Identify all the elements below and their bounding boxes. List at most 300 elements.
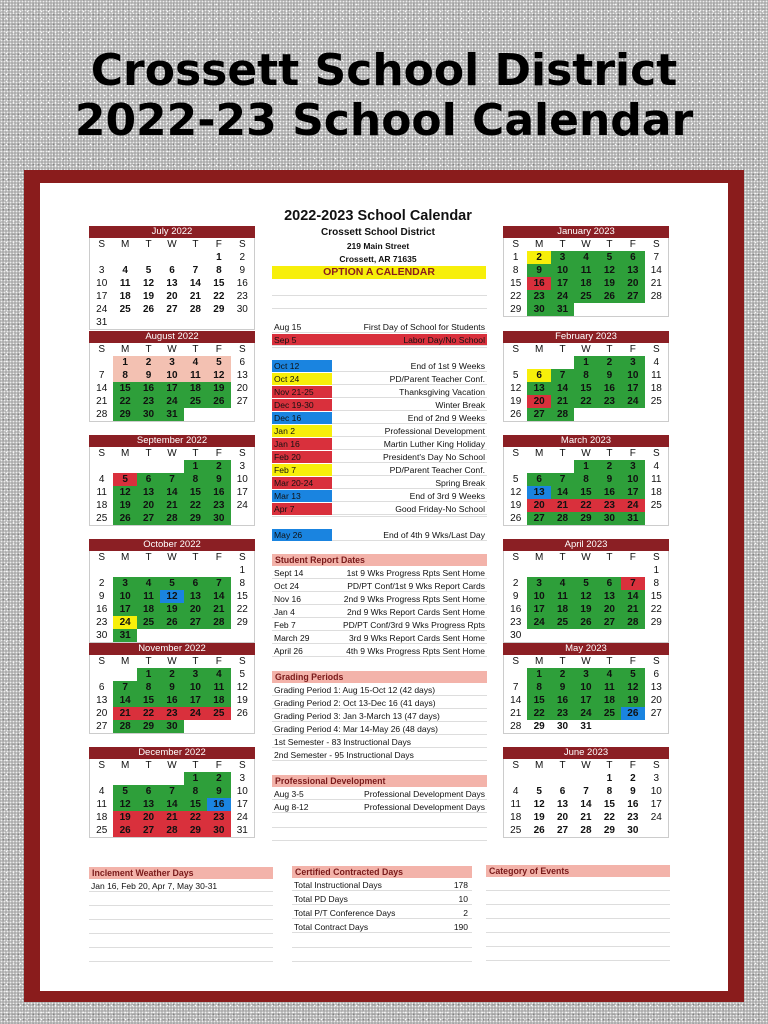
day-cell: 22: [113, 395, 136, 408]
day-cell: 12: [533, 799, 545, 810]
event-text: President's Day No School: [383, 452, 485, 462]
day-cell: 29: [603, 825, 615, 836]
month-title: June 2023: [503, 747, 669, 759]
page-title-line2: 2022-23 School Calendar: [74, 95, 694, 146]
day-cell: [645, 408, 668, 421]
day-cell: 3: [574, 668, 597, 681]
day-cell: 22: [510, 291, 522, 302]
day-cell: 12: [621, 681, 644, 694]
day-cell: [504, 564, 527, 577]
day-cell: 16: [137, 382, 160, 395]
month-grid: [89, 551, 255, 643]
day-cell: 20: [166, 291, 178, 302]
day-cell: 26: [510, 409, 522, 420]
weekday-label: M: [120, 344, 130, 355]
day-cell: 3: [98, 265, 105, 276]
day-cell: 23: [160, 707, 183, 720]
weekday-label: S: [238, 344, 246, 355]
day-cell: 30: [510, 630, 522, 641]
event-date: Aug 15: [274, 322, 302, 332]
day-cell: 15: [184, 486, 207, 499]
event-text: First Day of School for Students: [363, 322, 485, 332]
day-cell: 16: [551, 694, 574, 707]
day-cell: 18: [119, 291, 131, 302]
weekday-label: S: [98, 448, 106, 459]
event-row: [272, 529, 487, 541]
month-october-2022: [89, 539, 255, 643]
weekday-label: S: [512, 656, 520, 667]
day-cell: 23: [510, 617, 522, 628]
day-cell: 10: [96, 278, 108, 289]
weather-row: [89, 880, 273, 892]
day-cell: 18: [574, 277, 597, 290]
day-cell: [184, 720, 207, 733]
month-title: August 2022: [89, 331, 255, 343]
day-cell: [504, 772, 527, 785]
day-cell: 26: [598, 290, 621, 303]
day-cell: [90, 772, 113, 785]
weekday-label: W: [167, 344, 177, 355]
day-cell: [113, 460, 136, 473]
day-cell: 19: [113, 811, 136, 824]
weekday-label: T: [192, 552, 199, 563]
day-cell: [621, 408, 644, 421]
event-text: Thanksgiving Vacation: [399, 387, 485, 397]
district-street: 219 Main Street: [346, 241, 410, 251]
day-cell: 3: [621, 460, 644, 473]
day-cell: 9: [137, 369, 160, 382]
day-cell: 12: [236, 682, 248, 693]
day-cell: 30: [207, 824, 230, 837]
day-cell: 8: [137, 681, 160, 694]
day-cell: [598, 564, 621, 577]
day-cell: 20: [621, 277, 644, 290]
day-cell: 14: [650, 265, 662, 276]
day-cell: 30: [207, 512, 230, 525]
day-cell: 14: [207, 590, 230, 603]
day-cell: 10: [551, 264, 574, 277]
day-cell: 2: [137, 356, 160, 369]
month-title: September 2022: [89, 435, 255, 447]
grading-row: [272, 749, 487, 761]
day-cell: 11: [119, 278, 131, 289]
day-cell: 6: [137, 473, 160, 486]
day-cell: 6: [598, 577, 621, 590]
day-cell: 19: [143, 291, 155, 302]
day-cell: 15: [527, 694, 550, 707]
weekday-label: S: [512, 239, 520, 250]
day-cell: 29: [184, 512, 207, 525]
weekday-label: W: [167, 760, 177, 771]
weekday-label: S: [98, 344, 106, 355]
day-cell: 3: [653, 773, 660, 784]
day-cell: 11: [207, 681, 230, 694]
day-cell: 15: [113, 382, 136, 395]
day-cell: 9: [551, 681, 574, 694]
day-cell: 10: [621, 473, 644, 486]
event-row: [272, 503, 487, 515]
day-cell: [137, 772, 160, 785]
day-cell: 30: [137, 408, 160, 421]
report-row: [272, 580, 487, 592]
weekday-label: T: [559, 239, 566, 250]
day-cell: 7: [160, 473, 183, 486]
weekday-label: W: [167, 448, 177, 459]
day-cell: 27: [137, 824, 160, 837]
month-grid: [503, 759, 669, 838]
day-cell: 24: [650, 812, 662, 823]
day-cell: [137, 316, 160, 329]
report-text: 2nd 9 Wks Progress Rpts Sent Home: [343, 594, 485, 604]
day-cell: 13: [621, 264, 644, 277]
day-cell: 23: [598, 395, 621, 408]
day-cell: 12: [143, 278, 155, 289]
day-cell: 16: [160, 694, 183, 707]
day-cell: 5: [536, 786, 542, 797]
day-cell: 14: [189, 278, 201, 289]
day-cell: 23: [551, 707, 574, 720]
weekday-label: S: [512, 552, 520, 563]
weekday-label: S: [652, 656, 660, 667]
day-cell: [574, 772, 597, 785]
grading-row: [272, 710, 487, 722]
pd-date: Aug 3-5: [274, 789, 304, 799]
day-cell: 16: [207, 798, 230, 811]
weekday-label: F: [629, 760, 636, 771]
day-cell: [160, 460, 183, 473]
weekday-label: T: [192, 239, 199, 250]
day-cell: 17: [184, 694, 207, 707]
day-cell: 13: [137, 798, 160, 811]
weekday-label: T: [559, 344, 566, 355]
category-header: Category of Events: [486, 865, 670, 877]
day-cell: [90, 668, 113, 681]
weekday-label: W: [167, 552, 177, 563]
weekday-label: T: [145, 448, 152, 459]
day-cell: 2: [551, 668, 574, 681]
day-cell: [137, 629, 160, 642]
weekday-label: M: [534, 239, 544, 250]
day-cell: [207, 408, 230, 421]
day-cell: 13: [557, 799, 569, 810]
month-grid: [89, 759, 255, 838]
day-cell: 12: [510, 383, 522, 394]
day-cell: 22: [184, 499, 207, 512]
event-text: Good Friday-No School: [395, 504, 485, 514]
day-cell: 28: [160, 512, 183, 525]
day-cell: 31: [160, 408, 183, 421]
day-cell: [551, 460, 574, 473]
month-grid: [503, 238, 669, 317]
day-cell: 10: [236, 474, 248, 485]
contract-label: Total Contract Days: [294, 922, 369, 932]
day-cell: 12: [160, 590, 183, 603]
day-cell: 14: [551, 382, 574, 395]
day-cell: 8: [184, 473, 207, 486]
month-title: July 2022: [89, 226, 255, 238]
day-cell: 4: [184, 356, 207, 369]
report-text: 4th 9 Wks Progress Rpts Sent Home: [346, 646, 485, 656]
weekday-label: M: [534, 656, 544, 667]
day-cell: 15: [510, 278, 522, 289]
weekday-label: S: [238, 552, 246, 563]
weekday-label: T: [559, 760, 566, 771]
day-cell: 22: [213, 291, 225, 302]
blank-line: [292, 961, 472, 962]
event-date: Sep 5: [274, 335, 297, 345]
grading-row: [272, 697, 487, 709]
weekday-label: T: [606, 239, 613, 250]
report-date: March 29: [274, 633, 310, 643]
weekday-label: M: [120, 656, 130, 667]
weekday-label: F: [629, 239, 636, 250]
day-cell: 30: [527, 303, 550, 316]
day-cell: 22: [650, 604, 662, 615]
day-cell: 11: [598, 681, 621, 694]
day-cell: 4: [653, 461, 660, 472]
day-cell: 29: [236, 617, 248, 628]
event-text: Spring Break: [435, 478, 485, 488]
day-cell: 30: [160, 720, 183, 733]
day-cell: 5: [160, 577, 183, 590]
event-row: [272, 386, 487, 398]
day-cell: 28: [650, 291, 662, 302]
day-cell: 6: [621, 251, 644, 264]
day-cell: 26: [533, 825, 545, 836]
day-cell: 4: [512, 786, 519, 797]
blank-line: [272, 295, 487, 296]
day-cell: 2: [207, 460, 230, 473]
weekday-label: S: [238, 448, 246, 459]
day-cell: 28: [189, 304, 201, 315]
event-row: [272, 360, 487, 372]
day-cell: 9: [598, 369, 621, 382]
day-cell: [113, 316, 136, 329]
day-cell: 19: [510, 396, 522, 407]
day-cell: 18: [96, 500, 108, 511]
event-row: [272, 412, 487, 424]
event-date: Nov 21-25: [272, 386, 332, 398]
day-cell: 22: [184, 811, 207, 824]
day-cell: 3: [160, 356, 183, 369]
day-cell: 16: [207, 486, 230, 499]
day-cell: 23: [236, 291, 248, 302]
day-cell: [598, 408, 621, 421]
weekday-label: W: [581, 760, 591, 771]
weekday-label: W: [167, 656, 177, 667]
month-title: January 2023: [503, 226, 669, 238]
day-cell: 18: [184, 382, 207, 395]
day-cell: 27: [557, 825, 569, 836]
day-cell: 1: [527, 668, 550, 681]
day-cell: [207, 316, 230, 329]
day-cell: 18: [551, 603, 574, 616]
day-cell: 18: [510, 812, 522, 823]
day-cell: 28: [551, 408, 574, 421]
day-cell: 14: [160, 486, 183, 499]
day-cell: 17: [96, 291, 108, 302]
weekday-label: T: [606, 656, 613, 667]
month-title: May 2023: [503, 643, 669, 655]
day-cell: [551, 772, 574, 785]
day-cell: 25: [137, 616, 160, 629]
day-cell: [113, 564, 136, 577]
day-cell: 17: [236, 487, 248, 498]
day-cell: 27: [96, 721, 108, 732]
calendar-title: 2022-2023 School Calendar: [284, 208, 472, 224]
event-text: End of 1st 9 Weeks: [410, 361, 485, 371]
day-cell: 4: [137, 577, 160, 590]
day-cell: 1: [216, 252, 222, 263]
day-cell: 19: [236, 695, 248, 706]
day-cell: [598, 720, 621, 733]
event-date: Oct 12: [272, 360, 332, 372]
day-cell: 10: [650, 786, 662, 797]
weekday-label: S: [98, 656, 106, 667]
day-cell: 8: [527, 681, 550, 694]
day-cell: 15: [137, 694, 160, 707]
event-text: PD/Parent Teacher Conf.: [389, 465, 485, 475]
day-cell: 16: [598, 382, 621, 395]
month-august-2022: [89, 331, 255, 422]
day-cell: [160, 629, 183, 642]
day-cell: 20: [527, 499, 550, 512]
day-cell: 23: [137, 395, 160, 408]
month-march-2023: [503, 435, 669, 526]
event-date: Jan 16: [272, 438, 332, 450]
day-cell: 5: [145, 265, 152, 276]
month-title: December 2022: [89, 747, 255, 759]
grading-text: 1st Semester - 83 Instructional Days: [274, 737, 412, 747]
day-cell: 19: [510, 500, 522, 511]
day-cell: 19: [113, 499, 136, 512]
day-cell: 8: [512, 265, 519, 276]
day-cell: [551, 356, 574, 369]
day-cell: 7: [113, 681, 136, 694]
month-november-2022: [89, 643, 255, 734]
day-cell: 22: [574, 499, 597, 512]
day-cell: 18: [650, 487, 662, 498]
report-row: [272, 606, 487, 618]
weekday-label: T: [192, 344, 199, 355]
day-cell: 24: [160, 395, 183, 408]
report-date: Feb 7: [274, 620, 296, 630]
weekday-label: S: [512, 344, 520, 355]
day-cell: 17: [574, 694, 597, 707]
day-cell: 10: [621, 369, 644, 382]
month-june-2023: [503, 747, 669, 838]
day-cell: 6: [527, 473, 550, 486]
day-cell: 19: [160, 603, 183, 616]
day-cell: 8: [184, 785, 207, 798]
day-cell: 7: [551, 369, 574, 382]
day-cell: 2: [527, 251, 550, 264]
weekday-label: M: [534, 552, 544, 563]
day-cell: [645, 629, 668, 642]
blank-line: [89, 947, 273, 948]
day-cell: 1: [184, 772, 207, 785]
event-text: Labor Day/No School: [403, 335, 485, 345]
report-text: 3rd 9 Wks Report Cards Sent Home: [348, 633, 485, 643]
district-name: Crossett School District: [321, 227, 435, 238]
weekday-label: F: [629, 656, 636, 667]
day-cell: 31: [236, 825, 248, 836]
day-cell: 31: [551, 303, 574, 316]
day-cell: 7: [551, 473, 574, 486]
day-cell: 28: [551, 512, 574, 525]
day-cell: 29: [137, 720, 160, 733]
day-cell: 27: [137, 512, 160, 525]
grading-text: 2nd Semester - 95 Instructional Days: [274, 750, 414, 760]
day-cell: 22: [137, 707, 160, 720]
day-cell: [207, 720, 230, 733]
day-cell: [184, 408, 207, 421]
day-cell: [574, 564, 597, 577]
day-cell: 7: [583, 786, 589, 797]
event-date: Jan 2: [272, 425, 332, 437]
day-cell: 30: [96, 630, 108, 641]
day-cell: 2: [512, 578, 519, 589]
day-cell: 27: [236, 396, 248, 407]
day-cell: 1: [606, 773, 613, 784]
page-title-line1: Crossett School District: [90, 45, 678, 96]
day-cell: 5: [113, 785, 136, 798]
day-cell: 6: [527, 369, 550, 382]
day-cell: [551, 564, 574, 577]
day-cell: 7: [192, 265, 199, 276]
day-cell: 10: [574, 681, 597, 694]
day-cell: [598, 629, 621, 642]
day-cell: [113, 251, 136, 264]
weekday-label: T: [559, 656, 566, 667]
day-cell: 13: [527, 486, 550, 499]
day-cell: 29: [184, 824, 207, 837]
day-cell: [90, 460, 113, 473]
day-cell: 11: [651, 474, 662, 485]
weekday-label: F: [215, 656, 222, 667]
day-cell: 23: [598, 499, 621, 512]
day-cell: 20: [137, 499, 160, 512]
day-cell: 7: [653, 252, 660, 263]
weekday-label: W: [581, 552, 591, 563]
day-cell: 2: [160, 668, 183, 681]
day-cell: 13: [598, 590, 621, 603]
day-cell: 6: [239, 357, 246, 368]
grading-text: Grading Period 3: Jan 3-March 13 (47 days): [274, 711, 440, 721]
day-cell: [527, 564, 550, 577]
contract-value: 2: [463, 908, 468, 918]
day-cell: 18: [96, 812, 108, 823]
day-cell: 19: [598, 277, 621, 290]
blank-line: [272, 308, 487, 309]
day-cell: 28: [580, 825, 592, 836]
blank-line: [272, 840, 487, 841]
day-cell: 21: [510, 708, 522, 719]
weekday-label: M: [120, 239, 130, 250]
day-cell: 19: [621, 694, 644, 707]
event-date: Mar 13: [272, 490, 332, 502]
day-cell: [574, 408, 597, 421]
event-text: End of 4th 9 Wks/Last Day: [383, 530, 485, 540]
weekday-label: W: [581, 656, 591, 667]
event-text: Professional Development: [384, 426, 485, 436]
day-cell: 10: [184, 681, 207, 694]
day-cell: 20: [96, 708, 108, 719]
day-cell: 27: [650, 708, 662, 719]
day-cell: 21: [207, 603, 230, 616]
day-cell: 27: [598, 616, 621, 629]
blank-line: [486, 904, 670, 905]
